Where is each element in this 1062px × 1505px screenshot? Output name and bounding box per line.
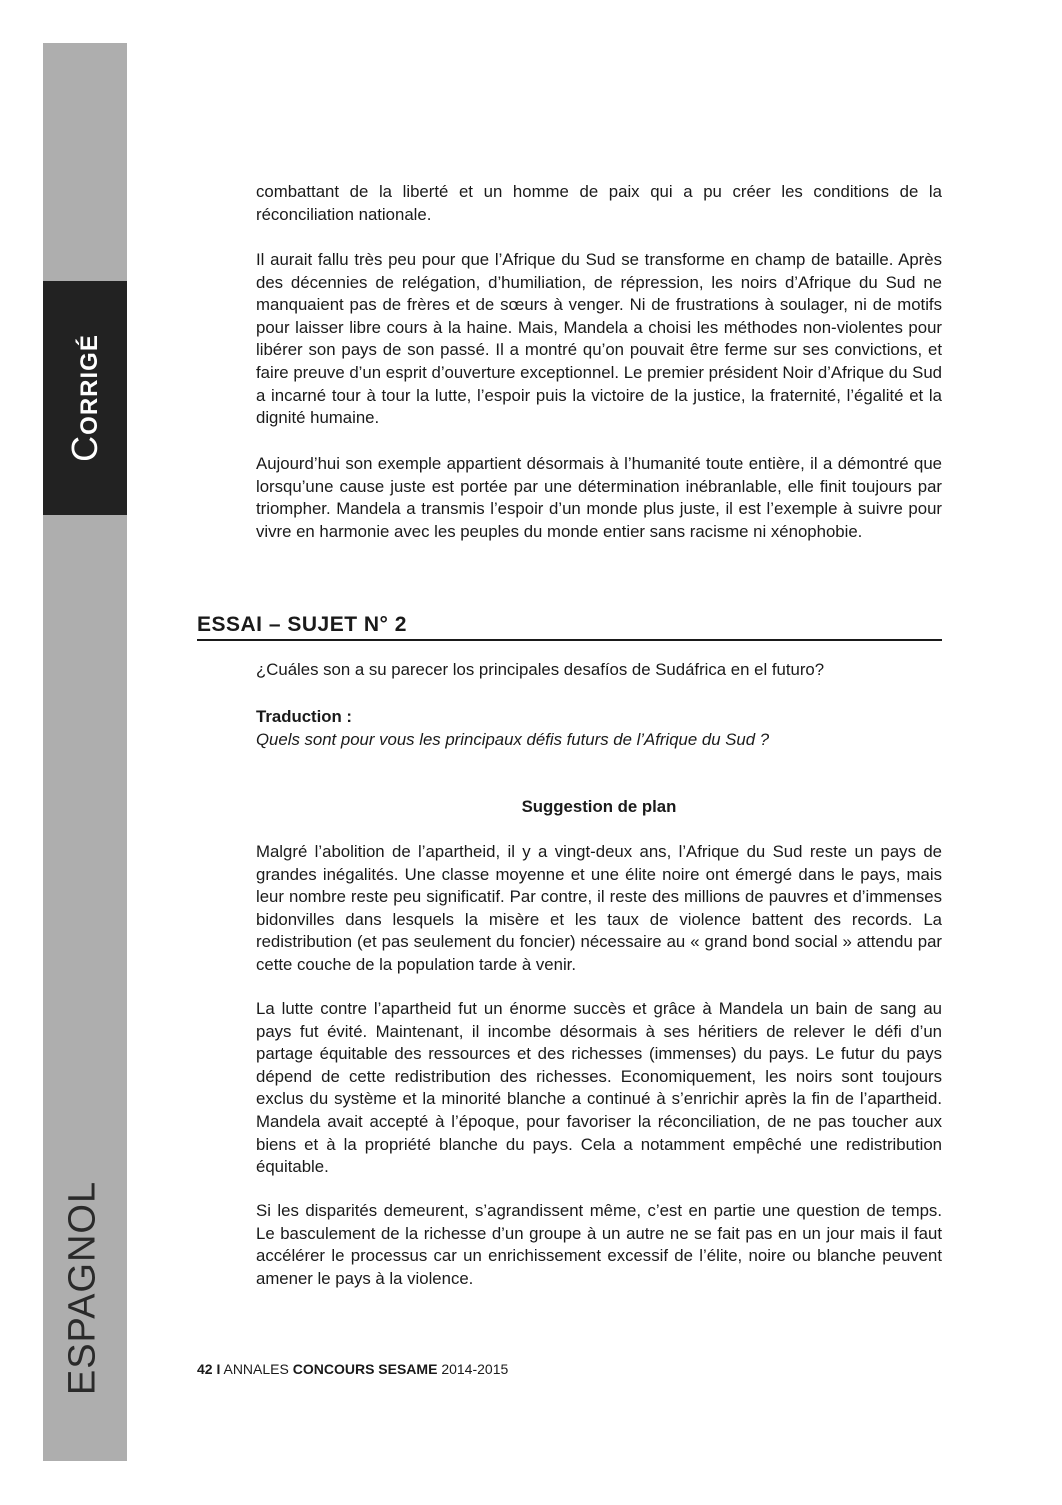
essay-paragraph-1-block [256,841,942,977]
footer-separator: I [216,1361,221,1377]
translation-text: Quels sont pour vous les principaux défis futurs de l’Afrique du Sud ? [256,729,770,749]
translation-block [256,706,942,751]
essay-paragraph-1: Malgré l’abolition de l’apartheid, il y a vingt-deux ans, l’Afrique du Sud reste un pays de grandes inégalités. Une classe moyenne et une élite noire ont émergé dans le pays, mais leur nombre reste peu significatif. Par contre, il reste des millions de pauvres et d’immenses bidonvilles dans lesquels la misère et les taux de violence battent des records. La redistribution (et pas seulement du foncier) nécessaire au « grand bond social » attendu par cette couche de la population tarde à venir. [256,842,942,974]
intro-paragraph-3-block [256,453,942,543]
essay-paragraph-3: Si les disparités demeurent, s’agrandissent même, c’est en partie une question de temps. Le basculement de la richesse d’un groupe à un autre ne se fait pas en un jour mais il faut accélérer le processus car un enrichissement excessif de l’élite, noire ou blanche peuvent amener le pays à la violence. [256,1201,942,1288]
page-number: 42 [197,1361,213,1377]
essay-question-block [256,659,942,682]
intro-paragraph-2: Il aurait fallu très peu pour que l’Afrique du Sud se transforme en champ de bataille. Après des décennies de relégation, d’humiliation, de répression, les noirs d’Afrique du Sud ne manquaient pas de frères et de sœurs à venger. Ni de frustrations à soulager, ni de motifs pour laisser libre cours à la haine. Mais, Mandela a choisi les méthodes non-violentes pour libérer son pays de son passé. Il a montré qu’on pouvait être ferme sur ses convictions, et faire preuve d’un esprit d’ouverture exceptionnel. Le premier président Noir d’Afrique du Sud a incarné tour à tour la lutte, l’espoir puis la victoire de la justice, la fraternité, l’égalité et la dignité humaine. [256,250,942,428]
footer-title: CONCOURS SESAME [292,1361,438,1377]
intro-paragraph-1-block [256,181,942,226]
intro-paragraph-2-block [256,249,942,430]
intro-paragraph-1: combattant de la liberté et un homme de paix qui a pu créer les conditions de la réconciliation nationale. [256,182,942,224]
essay-title-text: ESSAI – SUJET N° 2 [197,613,407,636]
essay-paragraph-3-block [256,1200,942,1290]
section-label-corrige: CORRIGÉ [64,334,105,462]
essay-section-title [197,611,942,641]
subject-label: ESPAGNOL [61,1180,104,1396]
page-footer [197,1360,508,1378]
footer-years: 2014-2015 [441,1361,509,1377]
translation-label: Traduction : [256,707,353,726]
intro-paragraph-3: Aujourd’hui son exemple appartient désormais à l’humanité toute entière, il a démontré que lorsqu’une cause juste est portée par une détermination inébranlable, elle finit toujours par triompher. Mandela a transmis l’espoir d’un monde plus juste, il est l’exemple à suivre pour vivre en harmonie avec les peuples du monde entier sans racisme ni xénophobie. [256,454,942,541]
footer-prefix: ANNALES [223,1361,289,1377]
essay-question: ¿Cuáles son a su parecer los principales desafíos de Sudáfrica en el futuro? [256,660,825,679]
plan-heading: Suggestion de plan [521,797,677,816]
essay-paragraph-2: La lutte contre l’apartheid fut un énorme succès et grâce à Mandela un bain de sang au pays fut évité. Maintenant, il incombe désormais à ses héritiers de relever le défi d’un partage équitable des ressources et des richesses (immenses) du pays. Le futur du pays dépend de cette redistribution des richesses. Economiquement, les noirs sont toujours exclus du système et la minorité blanche a continué à s’enrichir après la fin de l’apartheid. Mandela avait accepté à l’époque, pour favoriser la réconciliation, de ne pas toucher aux biens et à la propriété blanche du pays. Cela a notamment empêché une redistribution équitable. [256,999,942,1177]
essay-paragraph-2-block [256,998,942,1179]
